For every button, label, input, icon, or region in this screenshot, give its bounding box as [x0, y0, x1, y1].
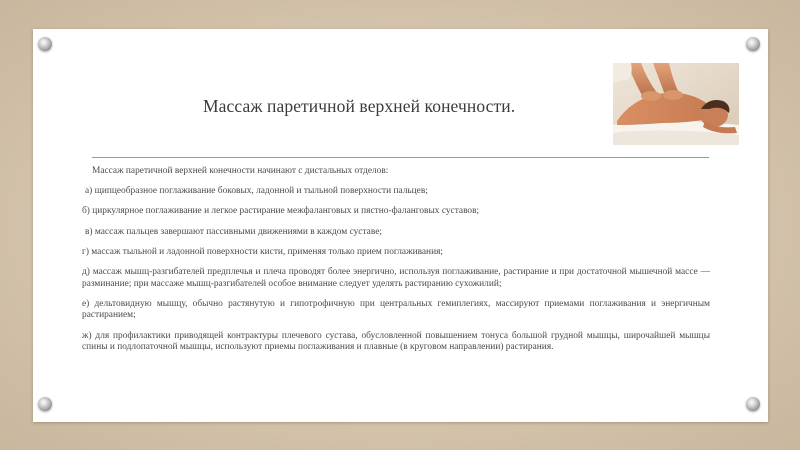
pushpin-icon: [746, 397, 760, 411]
list-item: д) массаж мышц-разгибателей предплечья и плеча проводят более энергично, используя поглаживание, растирание и при достаточной мышечной массе — разминание; при массаже мышц-разгибателей особое внимание следует уделять растиранию сухожилий;: [82, 266, 710, 289]
pushpin-icon: [38, 37, 52, 51]
list-item: б) циркулярное поглаживание и легкое растирание межфаланговых и пястно-фаланговых суставов;: [82, 206, 480, 217]
list-item: г) массаж тыльной и ладонной поверхности кисти, применяя только прием поглаживания;: [82, 246, 443, 257]
list-item: е) дельтовидную мышцу, обычно растянутую и гипотрофичную при центральных гемиплегиях, массируют приемами поглаживания и энергичным растиранием;: [82, 298, 710, 321]
slide-body: [82, 166, 710, 362]
paragraph-intro: Массаж паретичной верхней конечности начинают с дистальных отделов:: [92, 166, 389, 176]
list-item: в) массаж пальцев завершают пассивными движениями в каждом суставе;: [85, 226, 382, 237]
pushpin-icon: [746, 37, 760, 51]
list-item: а) щипцеобразное поглаживание боковых, ладонной и тыльной поверхности пальцев;: [85, 186, 428, 197]
slide-title: Массаж паретичной верхней конечности.: [203, 96, 516, 116]
title-divider: [92, 157, 709, 158]
pushpin-icon: [38, 397, 52, 411]
massage-photo: [613, 63, 739, 145]
list-item: ж) для профилактики приводящей контрактуры плечевого сустава, обусловленной повышением тонуса большой грудной мышцы, широчайшей мышцы спины и подлопаточной мышцы, используют приемы поглаживания и плавные (в круговом направлении) растирания.: [82, 330, 710, 353]
